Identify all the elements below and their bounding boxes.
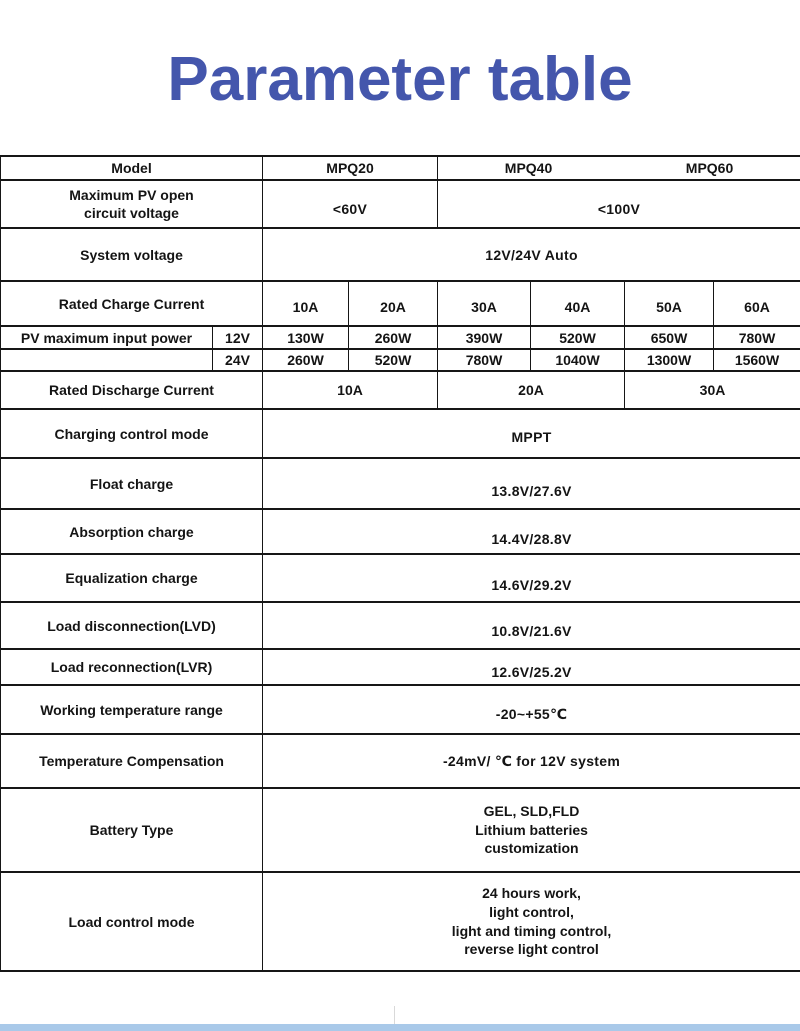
table-row-header [1,156,800,180]
value-load-control: 24 hours work, light control, light and timing control, reverse light control [263,872,800,971]
header-mpq20: MPQ20 [263,156,438,180]
value-discharge-20a: 20A [438,371,625,409]
row-label-pv-open: Maximum PV open circuit voltage [1,180,263,228]
value-system-voltage: 12V/24V Auto [263,228,800,281]
row-label-lvd: Load disconnection(LVD) [1,602,263,649]
table-row-pv-power-24v [1,349,800,371]
value-battery-type: GEL, SLD,FLD Lithium batteries customization [263,788,800,872]
page-title: Parameter table [167,45,633,114]
row-label-load-control: Load control mode [1,872,263,971]
value-charge-current-60a: 60A [714,281,800,326]
value-equalization-charge: 14.6V/29.2V [263,554,800,602]
value-pv-power-24v-6: 1560W [714,349,800,371]
value-charge-current-50a: 50A [625,281,714,326]
table-row-battery-type [1,788,800,872]
table-row-lvd [1,602,800,649]
row-label-charge-current: Rated Charge Current [1,281,263,326]
value-working-temp: -20~+55℃ [263,685,800,734]
header-mpq40: MPQ40 [504,160,553,176]
row-label-system-voltage: System voltage [1,228,263,281]
header-mpq60: MPQ60 [685,160,734,176]
row-label-temp-comp: Temperature Compensation [1,734,263,788]
value-charge-current-40a: 40A [531,281,625,326]
cell-pv-power-empty [1,349,213,371]
value-charge-current-30a: 30A [438,281,531,326]
value-absorption-charge: 14.4V/28.8V [263,509,800,554]
value-pv-power-12v-1: 130W [263,326,349,349]
table-row-charge-current [1,281,800,326]
table-row-temp-comp [1,734,800,788]
table-row-discharge-current [1,371,800,409]
parameter-table [0,155,800,972]
sublabel-12v: 12V [213,326,263,349]
row-label-lvr: Load reconnection(LVR) [1,649,263,685]
table-row-pv-open [1,180,800,228]
table-row-equalization-charge [1,554,800,602]
value-float-charge: 13.8V/27.6V [263,458,800,509]
row-label-absorption-charge: Absorption charge [1,509,263,554]
header-model: Model [1,156,263,180]
row-label-equalization-charge: Equalization charge [1,554,263,602]
value-charging-mode-mppt: MPPT [263,409,800,458]
value-pv-power-24v-1: 260W [263,349,349,371]
value-pv-power-24v-2: 520W [349,349,438,371]
value-pv-power-24v-4: 1040W [531,349,625,371]
table-row-system-voltage [1,228,800,281]
sublabel-24v: 24V [213,349,263,371]
table-row-absorption-charge [1,509,800,554]
value-pv-power-24v-5: 1300W [625,349,714,371]
value-discharge-10a: 10A [263,371,438,409]
value-charge-current-10a: 10A [263,281,349,326]
table-row-lvr [1,649,800,685]
value-pv-open-mpq40-60: <100V [438,180,800,228]
value-pv-power-12v-2: 260W [349,326,438,349]
value-pv-open-mpq20: <60V [263,180,438,228]
row-label-float-charge: Float charge [1,458,263,509]
row-label-battery-type: Battery Type [1,788,263,872]
row-label-charging-mode: Charging control mode [1,409,263,458]
value-charge-current-20a: 20A [349,281,438,326]
value-pv-power-12v-5: 650W [625,326,714,349]
value-temp-comp: -24mV/ ℃ for 12V system [263,734,800,788]
faint-divider-line [394,1006,395,1024]
value-pv-power-24v-3: 780W [438,349,531,371]
header-mpq40-mpq60 [438,156,800,180]
table-row-pv-power-12v [1,326,800,349]
value-pv-power-12v-6: 780W [714,326,800,349]
value-pv-power-12v-3: 390W [438,326,531,349]
row-label-pv-power: PV maximum input power [1,326,213,349]
footer-blue-bar [0,1024,800,1031]
table-row-load-control [1,872,800,971]
row-label-discharge-current: Rated Discharge Current [1,371,263,409]
value-discharge-30a: 30A [625,371,800,409]
table-row-charging-mode [1,409,800,458]
value-lvd: 10.8V/21.6V [263,602,800,649]
table-row-float-charge [1,458,800,509]
value-pv-power-12v-4: 520W [531,326,625,349]
row-label-working-temp: Working temperature range [1,685,263,734]
value-lvr: 12.6V/25.2V [263,649,800,685]
table-row-working-temp [1,685,800,734]
